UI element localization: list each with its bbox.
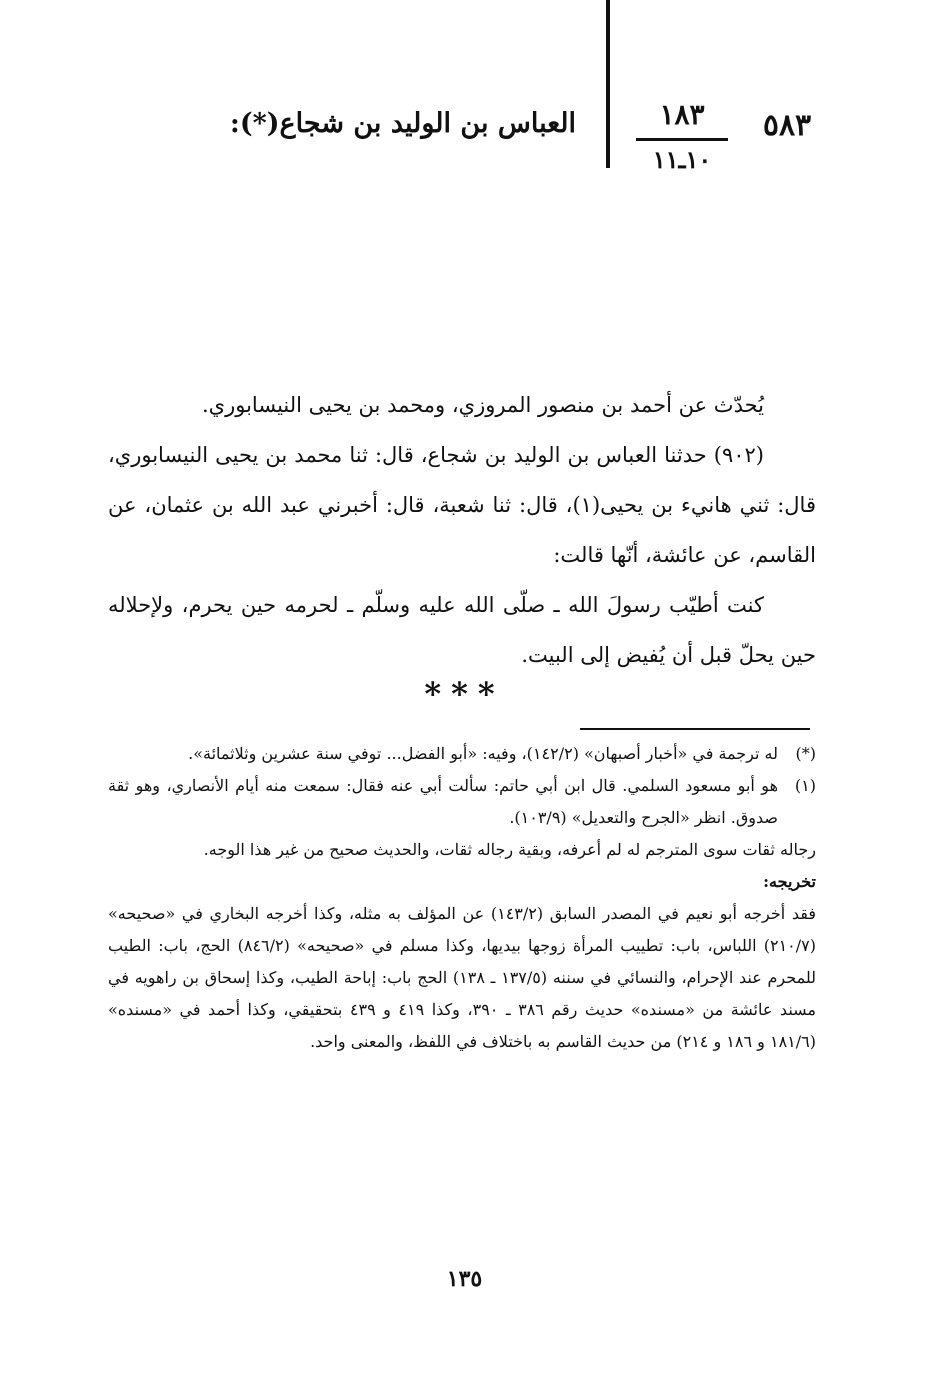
rijal-assessment: رجاله ثقات سوى المترجم له لم أعرفه، وبقية رجاله ثقات، والحديث صحيح من غير هذا الوجه. (203, 840, 816, 859)
paragraph-isnad: (٩٠٢) حدثنا العباس بن الوليد بن شجاع، قال: ثنا محمد بن يحيى النيسابوري، قال: ثني هانيء بن يحيى(١)، قال: ثنا شعبة، قال: أخبرني عبد الله بن عثمان، عن القاسم، عن عائشة، أنّها قالت: (108, 443, 816, 567)
footnote-1-text: هو أبو مسعود السلمي. قال ابن أبي حاتم: سألت أبي عنه فقال: سمعت منه أيام الأنصاري، وهو ثقة صدوق. انظر «الجرح والتعديل» (١٠٣/٩). (108, 776, 778, 827)
paragraph-intro: يُحدّث عن أحمد بن منصور المروزي، ومحمد بن يحيى النيسابوري. (201, 393, 764, 417)
footnote-star-text: له ترجمة في «أخبار أصبهان» (١٤٢/٢)، وفيه: «أبو الفضل... توفي سنة عشرين وثلاثمائة». (188, 744, 778, 763)
section-separator: *** (424, 675, 505, 713)
footnote-1 (108, 770, 816, 834)
footnote-star (108, 738, 816, 770)
footnote-star-mark: (*) (795, 744, 816, 763)
entry-number: ٥٨٣ (762, 108, 812, 143)
page-number: ١٣٥ (446, 1266, 483, 1292)
main-text (108, 380, 816, 680)
reference-numerator: ١٨٣ (659, 98, 705, 131)
footnote-rule (580, 728, 810, 730)
takhrij-text: فقد أخرجه أبو نعيم في المصدر السابق (١٤٣/٢) عن المؤلف به مثله، وكذا أخرجه البخاري في «صحيحه» (٢١٠/٧) اللباس، باب: تطييب المرأة زوجها بيديها، وكذا مسلم في «صحيحه» (٨٤٦/٢) الحج، باب: الطيب للمحرم عند الإحرام، والنسائي في سننه (١٣٧/٥ ـ ١٣٨) الحج باب: إباحة الطيب، وكذا إسحاق بن راهويه في مسند عائشة من «مسنده» حديث رقم ٣٨٦ ـ ٣٩٠، وكذا ٤١٩ و ٤٣٩ بتحقيقي، وكذا أحمد في «مسنده» (١٨١/٦ و ١٨٦ و ٢١٤) من حديث القاسم به باختلاف في اللفظ، والمعنى واحد. (108, 904, 817, 1051)
footnote-1-mark: (١) (794, 776, 816, 795)
reference-fraction (632, 98, 732, 175)
footnotes (108, 738, 816, 1058)
fraction-bar (636, 138, 728, 141)
header-vertical-rule (606, 0, 610, 168)
takhrij-heading: تخريجه: (763, 872, 816, 891)
entry-title: العباس بن الوليد بن شجاع(*): (229, 108, 576, 139)
paragraph-matn: كنت أطيّب رسولَ الله ـ صلّى الله عليه وسلّم ـ لحرمه حين يحرم، ولإحلاله حين يحلّ قبل أن يُفيض إلى البيت. (108, 593, 816, 667)
reference-denominator: ١٠ـ١١ (652, 145, 712, 174)
